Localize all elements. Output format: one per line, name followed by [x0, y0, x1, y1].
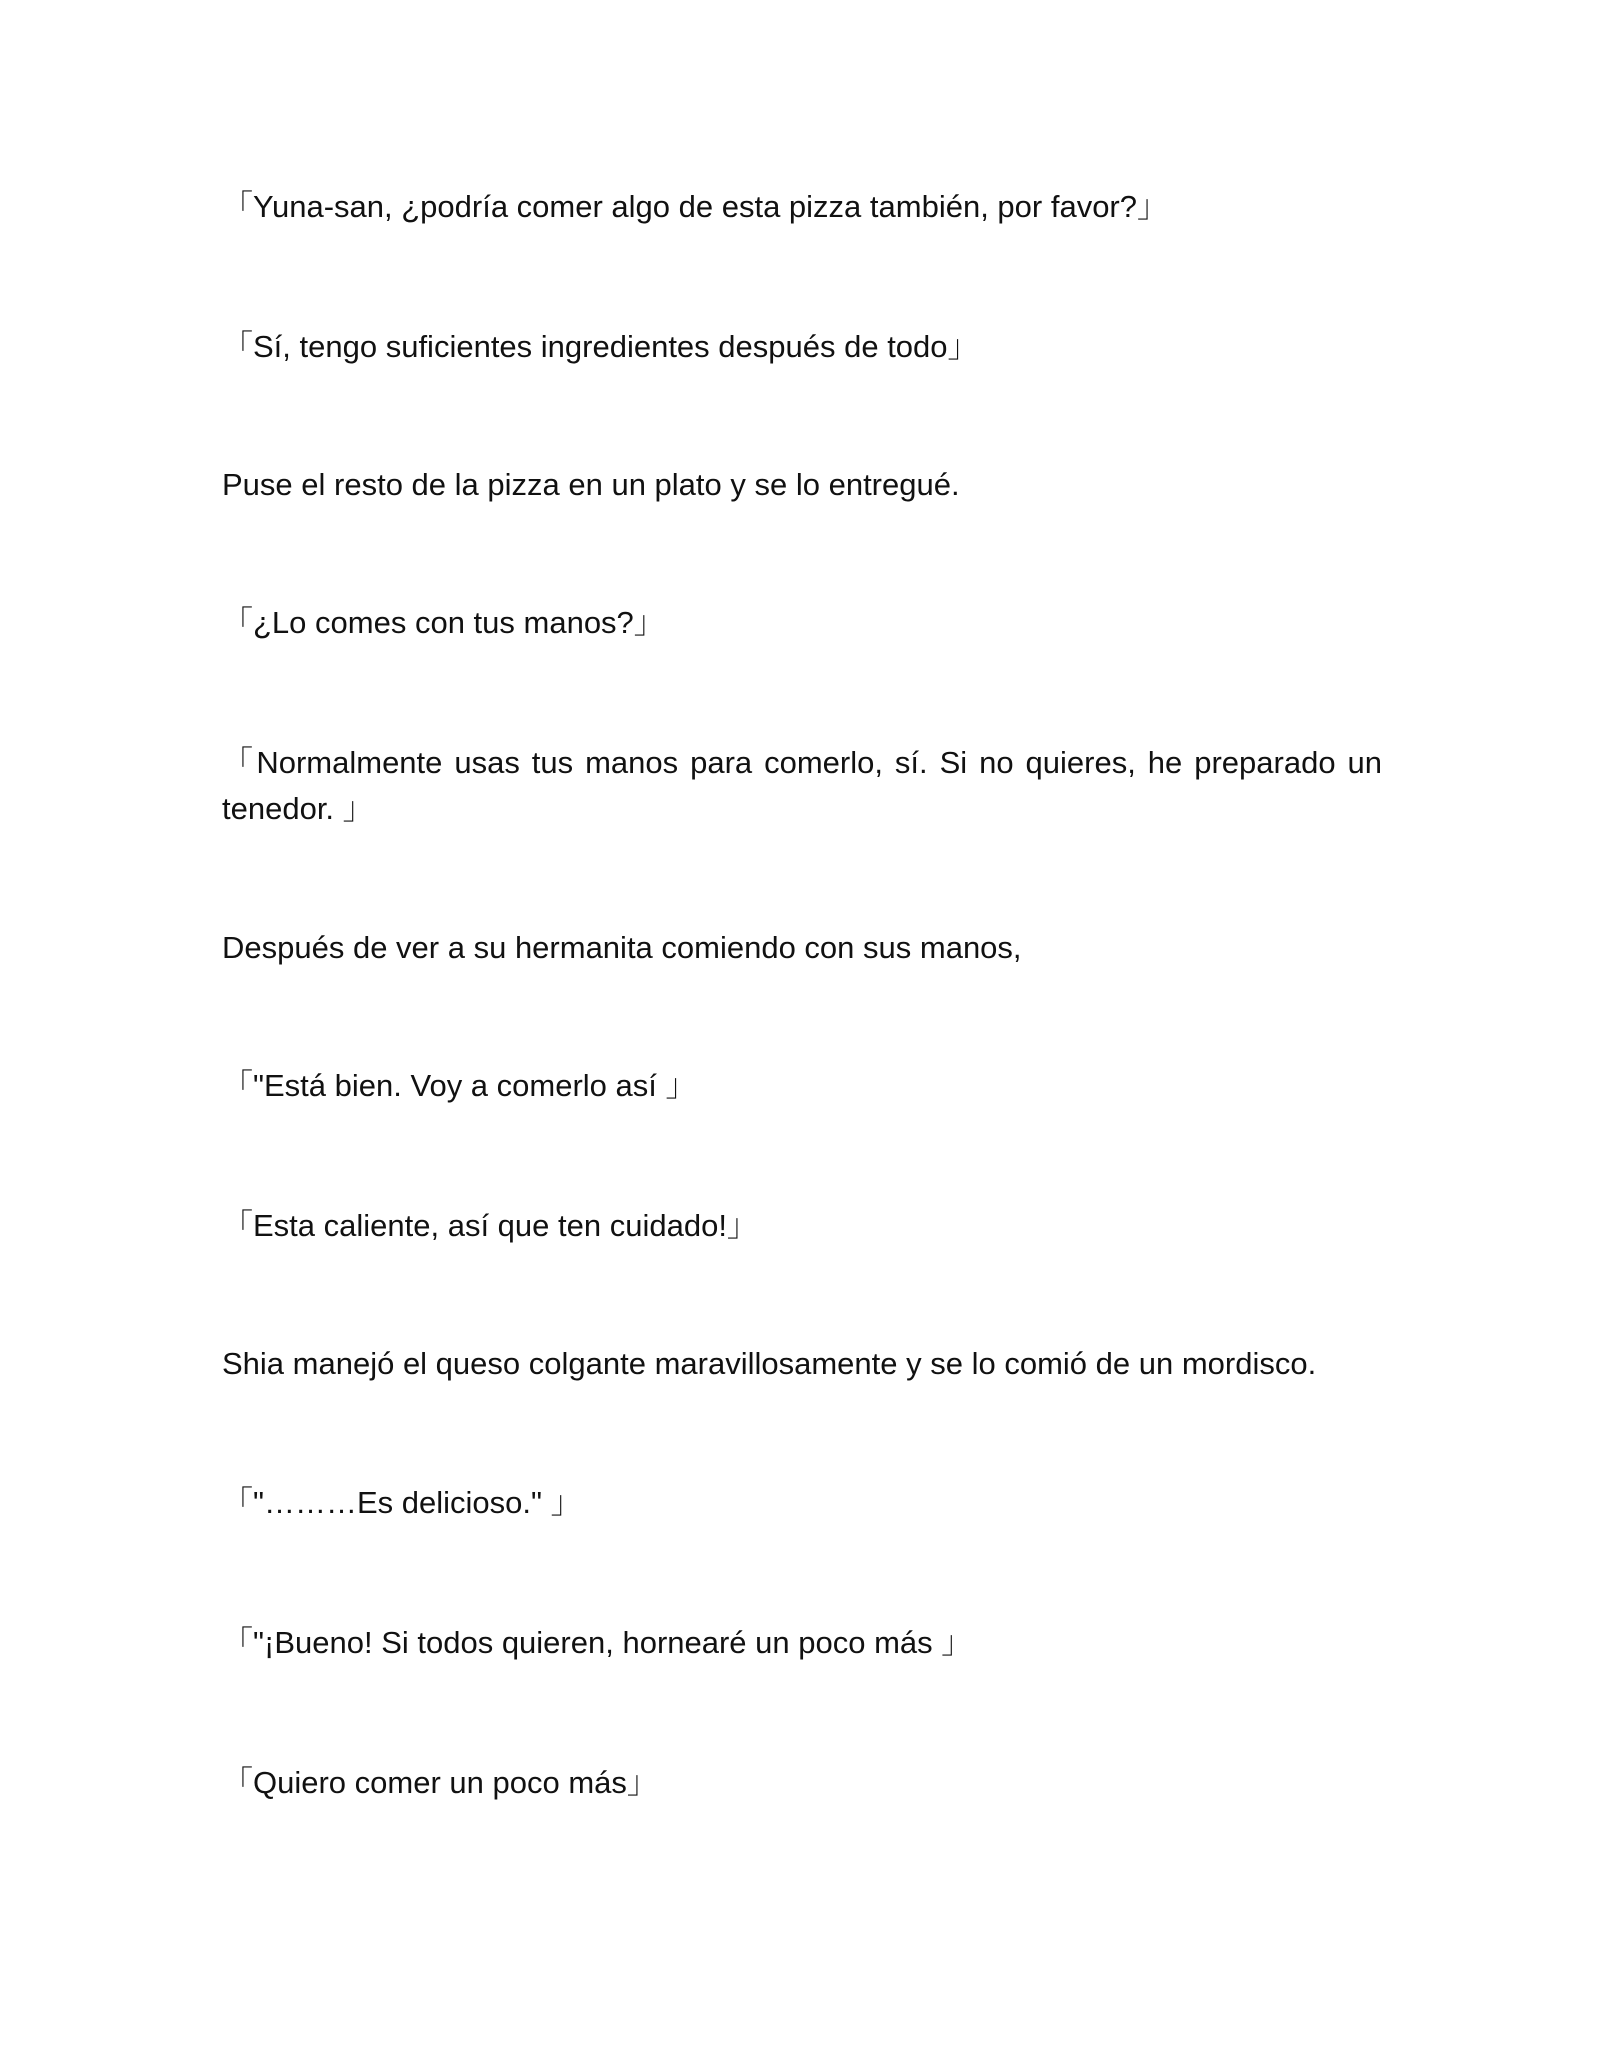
dialogue-line: 「Esta caliente, así que ten cuidado!」 — [222, 1208, 758, 1243]
dialogue-line: 「"¡Bueno! Si todos quieren, hornearé un poco más 」 — [222, 1625, 973, 1660]
dialogue-line: 「Yuna-san, ¿podría comer algo de esta pizza también, por favor?」 — [222, 189, 1168, 224]
dialogue-line: 「"Está bien. Voy a comerlo así 」 — [222, 1068, 697, 1103]
dialogue-line: 「"………Es delicioso." 」 — [222, 1485, 582, 1520]
dialogue-line: 「Quiero comer un poco más」 — [222, 1765, 658, 1800]
dialogue-paragraph: 「Normalmente usas tus manos para comerlo, sí. Si no quieres, he preparado un tenedor. 」 — [222, 745, 1382, 826]
narration-line: Shia manejó el queso colgante maravillosamente y se lo comió de un mordisco. — [222, 1346, 1317, 1381]
dialogue-line: 「¿Lo comes con tus manos?」 — [222, 605, 665, 640]
dialogue-line: 「Sí, tengo suficientes ingredientes después de todo」 — [222, 329, 979, 364]
narration-line: Después de ver a su hermanita comiendo con sus manos, — [222, 930, 1022, 965]
narration-line: Puse el resto de la pizza en un plato y se lo entregué. — [222, 467, 960, 502]
